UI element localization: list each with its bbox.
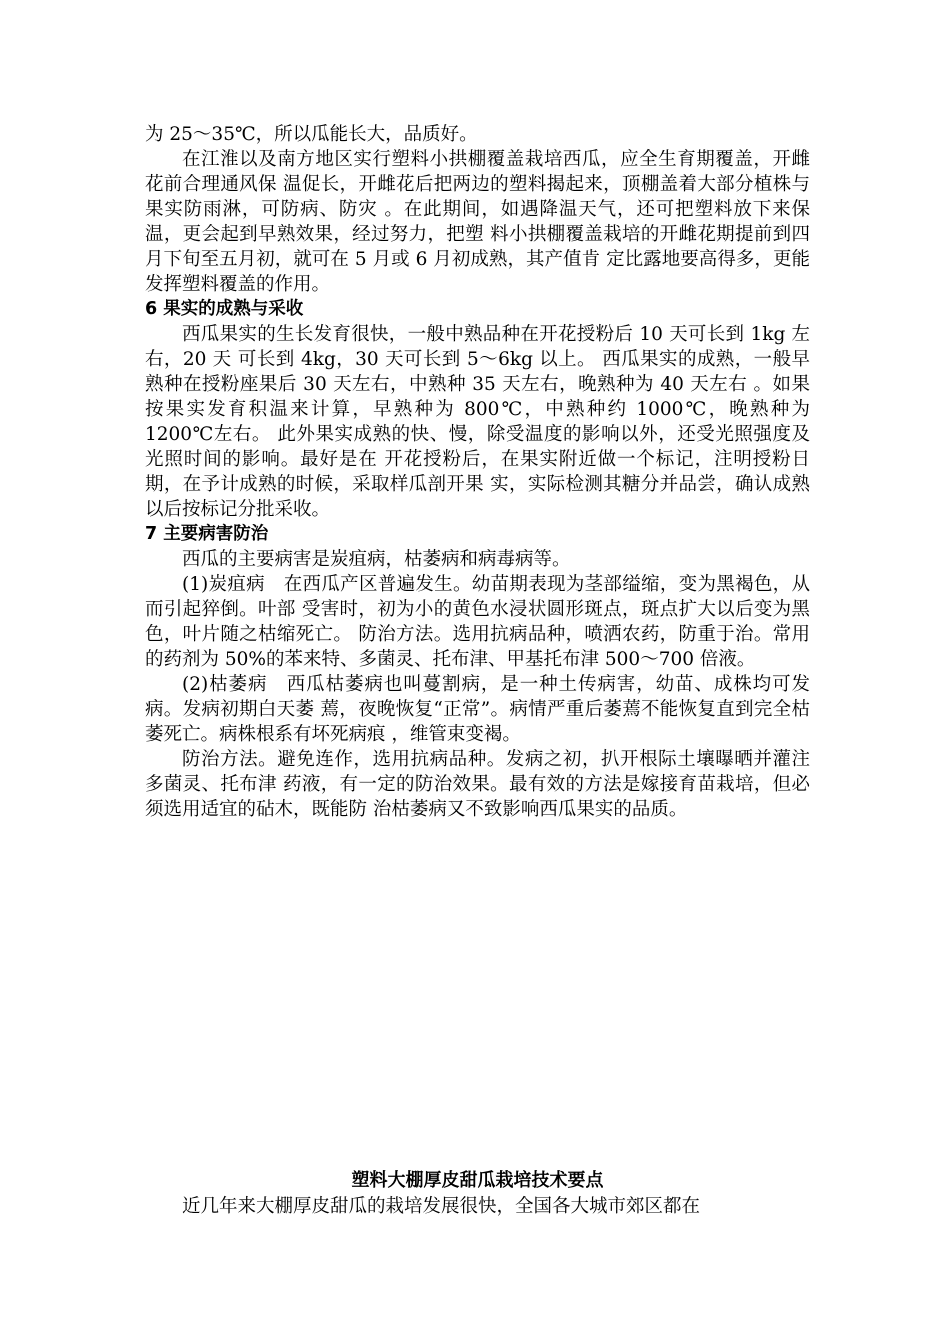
paragraph: (1)炭疽病 在西瓜产区普遍发生。幼苗期表现为茎部缢缩，变为黑褐色，从而引起猝倒。叶部 受害时，初为小的黄色水浸状圆形斑点，斑点扩大以后变为黑色，叶片随之枯缩死亡。 防治方法。选用抗病品种，喷洒农药，防重于治。常用的药剂为 50%的苯来特、多菌灵、托布津、甲基托布津 500～700 倍液。 [145,574,810,670]
paragraph: 防治方法。避免连作，选用抗病品种。发病之初，扒开根际土壤曝晒并灌注多菌灵、托布津 药液，有一定的防治效果。最有效的方法是嫁接育苗栽培，但必须选用适宜的砧木，既能防 治枯萎病又不致影响西瓜果实的品质。 [145,749,810,820]
paragraph: 近几年来大棚厚皮甜瓜的栽培发展很快，全国各大城市郊区都在 [182,1196,701,1217]
paragraph: (2)枯萎病 西瓜枯萎病也叫蔓割病，是一种土传病害，幼苗、成株均可发病。发病初期白天萎 蔫，夜晚恢复“正常”。病情严重后萎蔫不能恢复直到完全枯萎死亡。病株根系有坏死病痕 ，维管束变褐。 [145,674,810,745]
article-title: 塑料大棚厚皮甜瓜栽培技术要点 [351,1170,604,1191]
section-heading: 6 果实的成熟与采收 [145,299,304,319]
document-body [145,122,810,822]
section-heading: 7 主要病害防治 [145,524,269,544]
paragraph: 西瓜的主要病害是炭疽病，枯萎病和病毒病等。 [182,549,571,570]
paragraph: 西瓜果实的生长发育很快，一般中熟品种在开花授粉后 10 天可长到 1kg 左右，20 天 可长到 4kg，30 天可长到 5～6kg 以上。 西瓜果实的成熟，一般早熟种在授粉座果后 30 天左右，中熟种 35 天左右，晚熟种为 40 天左右 。如果按果实发育积温来计算，早熟种为 800℃，中熟种约 1000℃，晚熟种为 1200℃左右。 此外果实成熟的快、慢，除受温度的影响以外，还受光照强度及光照时间的影响。最好是在 开花授粉后，在果实附近做一个标记，注明授粉日期，在予计成熟的时候，采取样瓜剖开果 实，实际检测其糖分并品尝，确认成熟以后按标记分批采收。 [145,324,810,520]
next-article [145,1168,810,1219]
paragraph: 为 25～35℃，所以瓜能长大，品质好。 [145,124,478,145]
paragraph: 在江淮以及南方地区实行塑料小拱棚覆盖栽培西瓜，应全生育期覆盖，开雌花前合理通风保 温促长，开雌花后把两边的塑料揭起来，顶棚盖着大部分植株与果实防雨淋，可防病、防灾 。在此期间，如遇降温天气，还可把塑料放下来保温，更会起到早熟效果，经过努力，把塑 料小拱棚覆盖栽培的开雌花期提前到四月下旬至五月初，就可在 5 月或 6 月初成熟，其产值肯 定比露地要高得多，更能发挥塑料覆盖的作用。 [145,149,810,295]
